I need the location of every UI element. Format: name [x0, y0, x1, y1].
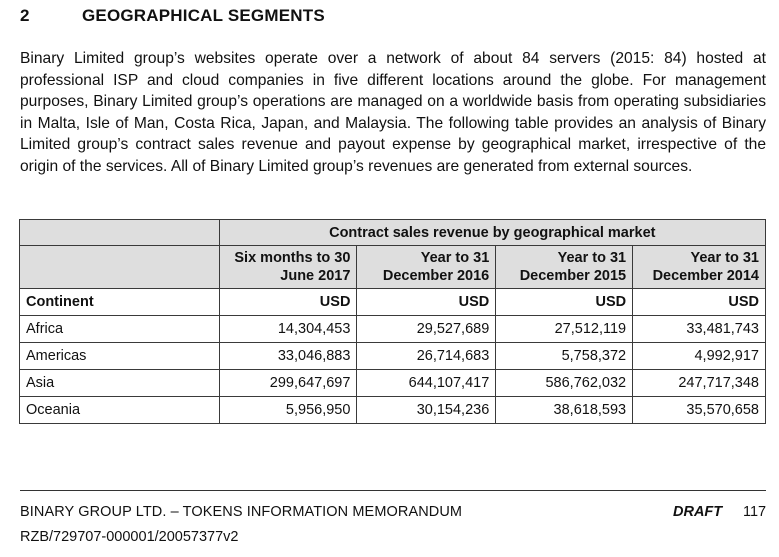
footer-reference: RZB/729707-000001/20057377v2	[20, 529, 239, 545]
section-title: GEOGRAPHICAL SEGMENTS	[82, 6, 325, 25]
footer-document-title: BINARY GROUP LTD. – TOKENS INFORMATION MEMORANDUM	[20, 504, 463, 520]
intro-paragraph: Binary Limited group’s websites operate over a network of about 84 servers (2015: 84) hosted at professional ISP and cloud companies in five different locations around the globe. For management purposes, Binary Limited group’s operations are managed on a worldwide basis from operating subsidiaries in Malta, Isle of Man, Costa Rica, Japan, and Malaysia. The following table provides an analysis of Binary Limited group’s contract sales revenue and payout expense by geographical market, irrespective of the origin of the services. All of Binary Limited group’s revenues are generated from external sources.	[20, 50, 766, 175]
table-row	[20, 343, 766, 370]
period-header-line2: December 2015	[519, 268, 627, 284]
period-header-line1: Year to 31	[557, 250, 627, 266]
unit-cell: USD	[219, 289, 357, 316]
period-header-line2: June 2017	[280, 268, 351, 284]
period-header-line2: December 2014	[652, 268, 759, 284]
table-title: Contract sales revenue by geographical market	[219, 220, 765, 246]
value-cell: 27,512,119	[496, 316, 633, 343]
revenue-table	[19, 219, 766, 424]
value-cell: 14,304,453	[219, 316, 357, 343]
value-cell: 247,717,348	[633, 370, 766, 397]
table-row	[20, 397, 766, 424]
value-cell: 35,570,658	[633, 397, 766, 424]
continent-cell: Americas	[20, 343, 220, 370]
value-cell: 29,527,689	[357, 316, 496, 343]
continent-cell: Africa	[20, 316, 220, 343]
value-cell: 5,758,372	[496, 343, 633, 370]
unit-cell: USD	[633, 289, 766, 316]
period-header-line1: Year to 31	[690, 250, 759, 266]
value-cell: 30,154,236	[357, 397, 496, 424]
continent-cell: Asia	[20, 370, 220, 397]
footer-divider	[20, 490, 766, 491]
value-cell: 26,714,683	[357, 343, 496, 370]
table-corner-cell	[20, 220, 220, 246]
value-cell: 33,481,743	[633, 316, 766, 343]
unit-cell: USD	[357, 289, 496, 316]
period-header-line1: Year to 31	[420, 250, 490, 266]
table-row	[20, 316, 766, 343]
value-cell: 33,046,883	[219, 343, 357, 370]
unit-cell: USD	[496, 289, 633, 316]
value-cell: 644,107,417	[357, 370, 496, 397]
value-cell: 4,992,917	[633, 343, 766, 370]
value-cell: 5,956,950	[219, 397, 357, 424]
period-header	[219, 246, 357, 289]
table-row	[20, 370, 766, 397]
page-number: 117	[743, 504, 767, 520]
section-heading	[20, 6, 325, 26]
period-header	[496, 246, 633, 289]
period-header-line2: December 2016	[382, 268, 490, 284]
continent-cell: Oceania	[20, 397, 220, 424]
period-header	[357, 246, 496, 289]
continent-column-label: Continent	[20, 289, 220, 316]
value-cell: 299,647,697	[219, 370, 357, 397]
period-header-row	[20, 246, 766, 289]
footer-draft-label: DRAFT	[673, 504, 723, 520]
period-header	[633, 246, 766, 289]
header-empty-cell	[20, 246, 220, 289]
value-cell: 586,762,032	[496, 370, 633, 397]
value-cell: 38,618,593	[496, 397, 633, 424]
period-header-line1: Six months to 30	[234, 250, 351, 266]
unit-row	[20, 289, 766, 316]
table-title-row	[20, 220, 766, 246]
section-number: 2	[20, 6, 30, 25]
